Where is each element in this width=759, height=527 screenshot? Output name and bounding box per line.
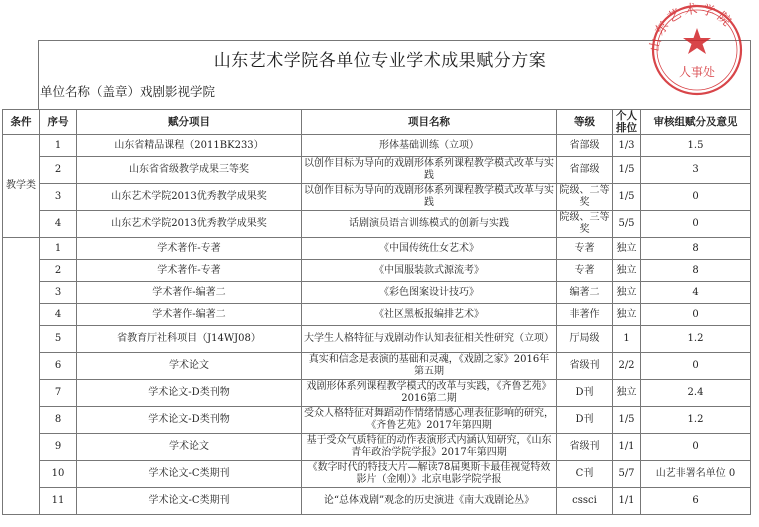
row-rank: 1 bbox=[613, 326, 641, 353]
table-row bbox=[3, 326, 751, 353]
row-level: 省级刊 bbox=[557, 353, 613, 380]
row-name: 《中国服装款式源流考》 bbox=[302, 260, 557, 282]
row-level: 厅局级 bbox=[557, 326, 613, 353]
row-seq: 3 bbox=[40, 282, 77, 304]
row-level: D刊 bbox=[557, 380, 613, 407]
row-level: 省级刊 bbox=[557, 434, 613, 461]
header-name: 项目名称 bbox=[302, 110, 557, 135]
row-level: 省部级 bbox=[557, 135, 613, 157]
row-rank: 5/7 bbox=[613, 461, 641, 488]
row-seq: 1 bbox=[40, 135, 77, 157]
row-item: 学术著作-编著二 bbox=[77, 304, 302, 326]
table-row bbox=[3, 184, 751, 211]
row-level: 院级、三等奖 bbox=[557, 211, 613, 238]
header-score: 审核组赋分及意见 bbox=[641, 110, 751, 135]
row-seq: 2 bbox=[40, 260, 77, 282]
header-seq: 序号 bbox=[40, 110, 77, 135]
row-rank: 1/1 bbox=[613, 488, 641, 515]
row-item: 学术论文-D类刊物 bbox=[77, 380, 302, 407]
table-row bbox=[3, 238, 751, 260]
row-seq: 2 bbox=[40, 157, 77, 184]
row-rank: 独立 bbox=[613, 282, 641, 304]
row-score: 0 bbox=[641, 184, 751, 211]
row-score: 山艺非署名单位 0 bbox=[641, 461, 751, 488]
row-level: D刊 bbox=[557, 407, 613, 434]
row-rank: 独立 bbox=[613, 238, 641, 260]
row-item: 山东省精品课程（2011BK233） bbox=[77, 135, 302, 157]
header-condition: 条件 bbox=[3, 110, 40, 135]
group-label-teaching: 教学类 bbox=[3, 135, 40, 238]
table-row bbox=[3, 282, 751, 304]
row-score: 8 bbox=[641, 238, 751, 260]
row-seq: 10 bbox=[40, 461, 77, 488]
row-item: 学术论文-C类期刊 bbox=[77, 461, 302, 488]
row-seq: 5 bbox=[40, 326, 77, 353]
row-rank: 独立 bbox=[613, 260, 641, 282]
row-rank: 5/5 bbox=[613, 211, 641, 238]
row-score: 1.5 bbox=[641, 135, 751, 157]
row-score: 1.2 bbox=[641, 326, 751, 353]
row-score: 4 bbox=[641, 282, 751, 304]
seal-star-icon bbox=[683, 28, 711, 54]
group-label-research bbox=[3, 238, 40, 515]
row-level: C刊 bbox=[557, 461, 613, 488]
row-score: 1.2 bbox=[641, 407, 751, 434]
row-item: 学术论文-D类刊物 bbox=[77, 407, 302, 434]
row-rank: 1/5 bbox=[613, 407, 641, 434]
row-item: 学术论文 bbox=[77, 434, 302, 461]
row-item: 学术著作-专著 bbox=[77, 238, 302, 260]
row-name: 戏剧形体系列课程教学模式的改革与实践，《齐鲁艺苑》2016第二期 bbox=[302, 380, 557, 407]
row-seq: 1 bbox=[40, 238, 77, 260]
table-row bbox=[3, 434, 751, 461]
table-row bbox=[3, 211, 751, 238]
seal-ring-text: 山东艺术学院 bbox=[647, 1, 736, 53]
row-name: 论“总体戏剧”观念的历史演进《南大戏剧论丛》 bbox=[302, 488, 557, 515]
row-score: 0 bbox=[641, 353, 751, 380]
row-rank: 1/1 bbox=[613, 434, 641, 461]
row-name: 大学生人格特征与戏剧动作认知表征相关性研究（立项） bbox=[302, 326, 557, 353]
row-rank: 1/5 bbox=[613, 184, 641, 211]
score-table bbox=[2, 109, 751, 515]
table-row bbox=[3, 260, 751, 282]
row-seq: 4 bbox=[40, 211, 77, 238]
row-item: 山东艺术学院2013优秀教学成果奖 bbox=[77, 211, 302, 238]
row-item: 省教育厅社科项目（J14WJ08） bbox=[77, 326, 302, 353]
row-item: 学术论文 bbox=[77, 353, 302, 380]
row-name: 《社区黑板报编排艺术》 bbox=[302, 304, 557, 326]
table-row bbox=[3, 488, 751, 515]
row-level: cssci bbox=[557, 488, 613, 515]
row-rank: 独立 bbox=[613, 304, 641, 326]
row-score: 2.4 bbox=[641, 380, 751, 407]
row-level: 院级、二等奖 bbox=[557, 184, 613, 211]
row-rank: 1/5 bbox=[613, 157, 641, 184]
row-level: 非著作 bbox=[557, 304, 613, 326]
row-seq: 9 bbox=[40, 434, 77, 461]
row-level: 专著 bbox=[557, 260, 613, 282]
row-seq: 7 bbox=[40, 380, 77, 407]
header-rank: 个人排位 bbox=[613, 110, 641, 135]
table-row bbox=[3, 157, 751, 184]
row-item: 山东省省级教学成果三等奖 bbox=[77, 157, 302, 184]
row-level: 省部级 bbox=[557, 157, 613, 184]
row-name: 以创作目标为导向的戏剧形体系列课程教学模式改革与实践 bbox=[302, 184, 557, 211]
row-score: 6 bbox=[641, 488, 751, 515]
row-item: 学术著作-专著 bbox=[77, 260, 302, 282]
official-seal bbox=[638, 0, 756, 100]
row-item: 学术著作-编著二 bbox=[77, 282, 302, 304]
row-level: 专著 bbox=[557, 238, 613, 260]
row-score: 8 bbox=[641, 260, 751, 282]
header-level: 等级 bbox=[557, 110, 613, 135]
row-name: 《中国传统仕女艺术》 bbox=[302, 238, 557, 260]
row-seq: 4 bbox=[40, 304, 77, 326]
row-seq: 3 bbox=[40, 184, 77, 211]
seal-center-text: 人事处 bbox=[678, 65, 716, 79]
row-name: 《彩色图案设计技巧》 bbox=[302, 282, 557, 304]
header-row bbox=[3, 110, 751, 135]
row-rank: 1/3 bbox=[613, 135, 641, 157]
table-row bbox=[3, 353, 751, 380]
row-name: 形体基础训练（立项） bbox=[302, 135, 557, 157]
row-item: 学术论文-C类期刊 bbox=[77, 488, 302, 515]
row-name: 真实和信念是表演的基础和灵魂，《戏剧之家》2016年第五期 bbox=[302, 353, 557, 380]
header-item: 赋分项目 bbox=[77, 110, 302, 135]
row-level: 编著二 bbox=[557, 282, 613, 304]
row-score: 3 bbox=[641, 157, 751, 184]
table-row bbox=[3, 380, 751, 407]
row-seq: 6 bbox=[40, 353, 77, 380]
document-title: 山东艺术学院各单位专业学术成果赋分方案 bbox=[213, 51, 547, 71]
row-seq: 8 bbox=[40, 407, 77, 434]
row-rank: 独立 bbox=[613, 380, 641, 407]
row-score: 0 bbox=[641, 211, 751, 238]
row-name: 话剧演员语言训练模式的创新与实践 bbox=[302, 211, 557, 238]
table-row bbox=[3, 461, 751, 488]
row-rank: 2/2 bbox=[613, 353, 641, 380]
row-score: 0 bbox=[641, 304, 751, 326]
table-row bbox=[3, 135, 751, 157]
unit-name-label: 单位名称（盖章）戏剧影视学院 bbox=[40, 84, 216, 99]
row-score: 0 bbox=[641, 434, 751, 461]
row-name: 基于受众气质特征的动作表演形式内涵认知研究，《山东青年政治学院学报》2017年第四期 bbox=[302, 434, 557, 461]
table-row bbox=[3, 407, 751, 434]
row-name: 受众人格特征对舞蹈动作情绪情感心理表征影响的研究，《齐鲁艺苑》2017年第四期 bbox=[302, 407, 557, 434]
row-seq: 11 bbox=[40, 488, 77, 515]
table-row bbox=[3, 304, 751, 326]
frame-left-line bbox=[38, 40, 39, 109]
row-name: 《数字时代的特技大片—解读78届奥斯卡最佳视觉特效影片（金刚）》北京电影学院学报 bbox=[302, 461, 557, 488]
row-name: 以创作目标为导向的戏剧形体系列课程教学模式改革与实践 bbox=[302, 157, 557, 184]
row-item: 山东艺术学院2013优秀教学成果奖 bbox=[77, 184, 302, 211]
